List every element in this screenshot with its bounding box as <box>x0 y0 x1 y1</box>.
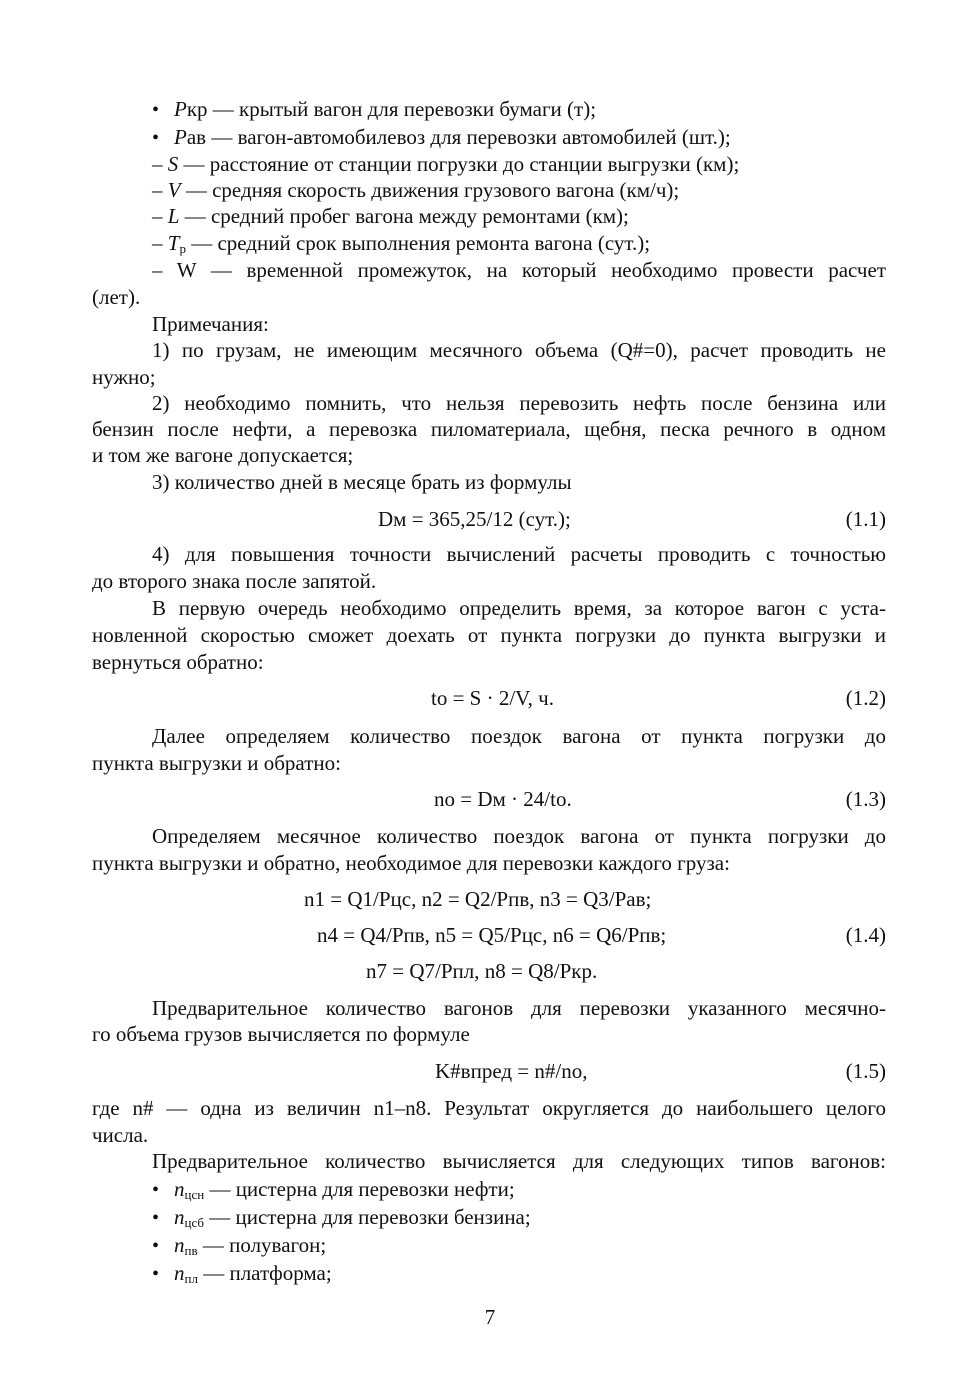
paragraph-line: 2) необходимо помнить, что нельзя перевозить нефть после бензина или <box>152 391 886 415</box>
paragraph-line: (лет). <box>92 285 141 309</box>
paragraph-line: вернуться обратно: <box>92 650 264 674</box>
paragraph-line: Предварительное количество вагонов для перевозки указанного месячно- <box>152 996 886 1020</box>
paragraph-line: и том же вагоне допускается; <box>92 443 354 467</box>
paragraph-line: В первую очередь необходимо определить время, за которое вагон с уста- <box>152 596 886 620</box>
paragraph-line: 3) количество дней в месяце брать из формулы <box>152 470 572 494</box>
paragraph-line: – W — временной промежуток, на который необходимо провести расчет <box>152 258 886 282</box>
paragraph-line: 1) по грузам, не имеющим месячного объема (Q#=0), расчет проводить не <box>152 338 886 362</box>
list-item: • Pав — вагон-автомобилевоз для перевозки автомобилей (шт.); <box>152 125 731 149</box>
equation-number: (1.3) <box>845 787 886 811</box>
bullet: • <box>152 1235 160 1257</box>
list-item: • $n_{пл}$ — платформа; <box>152 1261 332 1286</box>
paragraph-line: бензин после нефти, а перевозка пиломатериала, щебня, песка речного в одном <box>92 417 886 441</box>
paragraph-line: Предварительное количество вычисляется для следующих типов вагонов: <box>152 1149 886 1173</box>
paragraph-line: нужно; <box>92 365 156 389</box>
equation: Dм = 365,25/12 (сут.); <box>378 507 571 531</box>
equation-number: (1.5) <box>845 1059 886 1083</box>
paragraph-line: Далее определяем количество поездок вагона от пункта погрузки до <box>152 724 886 748</box>
list-item: – S — расстояние от станции погрузки до станции выгрузки (км); <box>152 152 740 176</box>
bullet: • <box>152 127 160 149</box>
list-item: – $T_р$ — средний срок выполнения ремонта вагона (сут.); <box>152 231 651 256</box>
list-item: • $n_{цсн}$ — цистерна для перевозки нефти; <box>152 1177 515 1202</box>
equation-number: (1.4) <box>845 923 886 947</box>
list-item: – V — средняя скорость движения грузового вагона (км/ч); <box>152 178 680 202</box>
paragraph-line: пункта выгрузки и обратно: <box>92 751 341 775</box>
equation-number: (1.2) <box>845 686 886 710</box>
paragraph-line: пункта выгрузки и обратно, необходимое для перевозки каждого груза: <box>92 851 730 875</box>
bullet: • <box>152 1263 160 1285</box>
list-item: • Pкр — крытый вагон для перевозки бумаги (т); <box>152 97 597 121</box>
page-number: 7 <box>484 1305 496 1329</box>
paragraph-line: новленной скоростью сможет доехать от пункта погрузки до пункта выгрузки и <box>92 623 886 647</box>
paragraph-line: числа. <box>92 1123 149 1147</box>
equation: n7 = Q7/Pпл, n8 = Q8/Pкр. <box>366 959 598 983</box>
paragraph-line: до второго знака после запятой. <box>92 569 377 593</box>
bullet: • <box>152 1179 160 1201</box>
equation-number: (1.1) <box>845 507 886 531</box>
paragraph-line: 4) для повышения точности вычислений расчеты проводить с точностью <box>152 542 886 566</box>
notes-heading: Примечания: <box>152 312 269 336</box>
list-item: – L — средний пробег вагона между ремонтами (км); <box>152 204 629 228</box>
paragraph-line: Определяем месячное количество поездок вагона от пункта погрузки до <box>152 824 886 848</box>
paragraph-line: где n# — одна из величин n1–n8. Результат округляется до наибольшего целого <box>92 1096 886 1120</box>
equation: nо = Dм · 24/tо. <box>434 787 572 811</box>
bullet: • <box>152 1207 160 1229</box>
bullet: • <box>152 99 160 121</box>
equation: n4 = Q4/Pпв, n5 = Q5/Pцс, n6 = Q6/Pпв; <box>317 923 667 947</box>
equation: K#впред = n#/nо, <box>435 1059 588 1083</box>
list-item: • $n_{цсб}$ — цистерна для перевозки бензина; <box>152 1205 531 1230</box>
paragraph-line: го объема грузов вычисляется по формуле <box>92 1022 470 1046</box>
list-item: • $n_{пв}$ — полувагон; <box>152 1233 327 1258</box>
equation: n1 = Q1/Pцс, n2 = Q2/Pпв, n3 = Q3/Pав; <box>304 887 652 911</box>
equation: tо = S · 2/V, ч. <box>431 686 554 710</box>
